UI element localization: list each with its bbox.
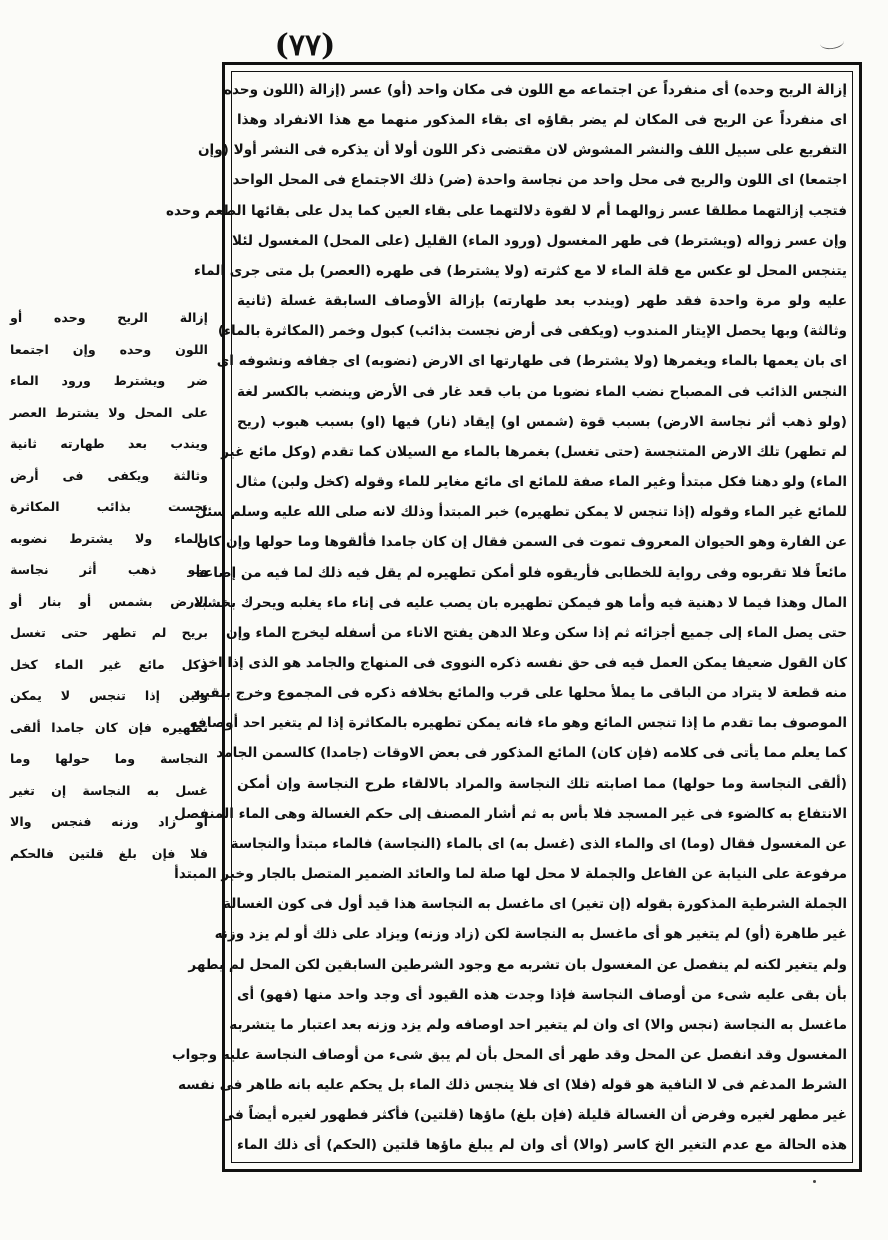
main-text-line: بأن بقى عليه شىء من أوصاف النجاسة فإذا وجدت هذه القيود أى وجد واحد منها (فهو) أى — [237, 986, 847, 1003]
main-text-line: كان القول ضعيفا يمكن العمل فيه فى حق نفسه ذكره النووى فى المنهاج والجامد هو الذى إذا اخذ — [200, 654, 847, 671]
main-text-line: النجس الذائب فى المصباح نضب الماء نضوبا من باب قعد غار فى الأرض وينضب بالكسر لغة — [237, 383, 847, 400]
main-text-line: الموصوف بما تقدم ما إذا تنجس المائع وهو ماء فانه يمكن تطهيره بالمكاثرة إذا لم يتغير احد أوصافه — [189, 715, 847, 732]
main-text-line: المال وهذا فيما لا دهنية فيه وأما هو فيمكن تطهيره بان يصب عليه فى إناء ماء يغلبه ويحرك بخشبة — [193, 594, 847, 611]
margin-text-line: النجاسة وما حولها وما — [10, 751, 208, 767]
main-text-line: (ولو ذهب أثر نجاسة الارض) بسبب قوة (شمس او) إيقاد (نار) فيها (او) بسبب هبوب (ريح — [237, 413, 847, 430]
main-text-line: للمائع غير الماء وقوله (إذا تنجس لا يمكن تطهيره) خبر المبتدأ وذلك لانه صلى الله عليه وسلم سئل — [194, 504, 847, 521]
margin-text-line: على المحل ولا يشترط العصر — [10, 404, 208, 420]
margin-text-line: ولبن إذا تنجس لا يمكن — [10, 688, 208, 704]
main-text-line: عليه ولو مرة واحدة فقد طهر (ويندب بعد طهارته) بإزالة الأوصاف السابقة غسلة (ثانية — [237, 293, 847, 310]
main-text-line: مرفوعة على النيابة عن الفاعل والجملة لا محل لها صلة لما والعائد الضمير المتصل بالجار وخبر المبتدأ — [174, 866, 847, 883]
margin-text-line: ولو ذهب أثر نجاسة — [10, 562, 208, 578]
main-text-line: الجملة الشرطية المذكورة بقوله (إن تغير) اى ماغسل به النجاسة هذا قيد أول فى كون الغسالة — [223, 896, 847, 913]
main-text-line: فتجب إزالتهما مطلقا عسر زوالهما أم لا لقوة دلالتهما على بقاء العين كما يدل على بقائها الطعم وحده — [166, 202, 847, 219]
page-number: (٧٧) — [274, 28, 336, 63]
main-text-line: الماء) ولو دهنا فكل مبتدأ وغير الماء صفة للمائع اى مائع مغاير للماء وقوله (كخل ولبن) مثال — [235, 474, 847, 491]
margin-text-line: تطهيره فإن كان جامدا ألقى — [10, 719, 208, 735]
main-text-line: وإن عسر زواله (ويشترط) فى طهر المغسول (ورود الماء) القليل (على المحل) المغسول لئلا — [232, 232, 847, 249]
main-text-block — [166, 77, 847, 1159]
main-text-frame — [166, 62, 862, 1172]
main-text-line: كما يعلم مما يأتى فى كلامه (فإن كان) المائع المذكور فى بعض الاوقات (جامدا) كالسمن الجامد — [216, 745, 847, 762]
main-text-line: اى منفرداً عن الريح فى المكان لم يضر بقاؤه اى بقاء المذكور منهما مع هذا الانفراد وهذا — [237, 112, 847, 129]
main-text-line: منه قطعة لا يتراد من الباقى ما يملأ محلها على قرب والمائع بخلافه ذكره فى المجموع وخرج بتقييد — [191, 685, 847, 702]
main-text-line: هذه الحالة مع عدم التغير الخ كاسر (والا) أى وان لم يبلغ ماؤها قلتين (الحكم) أى ذلك الماء — [237, 1137, 847, 1154]
main-text-line: الشرط المدغم فى لا النافية هو قوله (فلا) اى فلا ينجس ذلك الماء بل يحكم عليه بانه طاهر فى نفسه — [178, 1077, 847, 1094]
main-text-line: إزالة الريح وحده) أى منفرداً عن اجتماعه مع اللون فى مكان واحد (أو) عسر (إزالة (اللون وحده — [223, 82, 847, 98]
margin-text-line: إزالة الريح وحده أو — [10, 310, 208, 325]
main-text-line: حتى يصل الماء إلى جميع أجزائه ثم إذا سكن وعلا الدهن يفتح الاناء من أسفله ليخرج الماء وإن — [226, 624, 847, 641]
margin-text-line: الارض بشمس أو بنار أو — [10, 593, 208, 609]
main-text-line: المغسول وقد انفصل عن المحل وقد طهر أى المحل بأن لم يبق شىء من أوصاف النجاسة عليه وجواب — [171, 1047, 847, 1063]
main-text-line: اجتمعا) اى اللون والريح فى محل واحد من نجاسة واحدة (ضر) ذلك الاجتماع فى المحل الواحد — [232, 172, 847, 189]
margin-text-line: اللون وحده وإن اجتمعا — [10, 341, 208, 357]
main-text-line: اى بان يعمها بالماء ويغمرها (ولا يشترط) فى طهارتها اى الارض (نضوبه) اى جفافه ونشوفه اى — [216, 353, 847, 370]
main-text-line: يتنجس المحل لو عكس مع قلة الماء لا مع كثرته (ولا يشترط) فى طهره (العصر) بل متى جرى الماء — [194, 262, 847, 279]
margin-text-line: وثالثة ويكفى فى أرض — [10, 467, 208, 483]
main-text-line: عن الفارة وهو الحيوان المعروف تموت فى السمن فقال إن كان جامدا فألقوها وما حولها وإن كان — [196, 534, 847, 551]
margin-text-line: أو زاد وزنه فنجس والا — [10, 814, 208, 830]
main-text-line: عن المغسول فقال (وما) اى والماء الذى (غسل به) اى بالماء (النجاسة) فالماء مبتدأ والنجاسة — [230, 835, 847, 852]
margin-text-line: بالماء ولا يشترط نضوبه — [10, 530, 208, 546]
main-text-line: ماغسل به النجاسة (نجس والا) اى وان لم يتغير احد اوصافه ولم يزد وزنه بعد اعتبار ما يتشربه — [229, 1016, 847, 1033]
main-text-line: ولم يتغير لكنه لم ينفصل عن المغسول بان تشربه مع وجود الشرطين السابقين لكن المحل لم يطهر — [188, 956, 847, 973]
main-text-line: لم تطهر) تلك الارض المتنجسة (حتى تغسل) بغمرها بالماء مع السيلان كما تقدم (وكل مائع غير — [221, 443, 847, 460]
margin-text-line: غسل به النجاسة إن تغير — [10, 782, 208, 798]
main-text-line: غير مطهر لغيره وفرض أن الغسالة قليلة (فإن بلغ) ماؤها (قلتين) فأكثر فطهور لغيره أيضاً فى — [221, 1107, 847, 1124]
margin-commentary — [10, 306, 208, 866]
main-text-line: التفريع على سبيل اللف والنشر المشوش لان مقتضى ذكر اللون أولا أن يذكره فى النشر أولا (وإن — [197, 142, 847, 159]
main-text-line: (ألقى النجاسة وما حولها) مما اصابته تلك النجاسة والمراد بالالقاء طرح النجاسة وإن أمكن — [237, 775, 847, 792]
margin-text-line: ويندب بعد طهارته ثانية — [10, 436, 208, 452]
main-text-line: مائعاً فلا تقربوه وفى رواية للخطابى فأريقوه فلو أمكن تطهيره لم يقل فيه ذلك لما فيه من إضاعة — [195, 564, 847, 581]
corner-pen-mark — [819, 34, 845, 50]
main-text-line: الانتفاع به كالضوء فى غير المسجد فلا بأس به ثم أشار المصنف إلى حكم الغسالة وهى الماء المنفصل — [174, 805, 847, 822]
margin-text-line: فلا فإن بلغ قلتين فالحكم — [10, 845, 208, 861]
ink-dot — [813, 1180, 816, 1183]
main-text-line: وثالثة) وبها يحصل الإيتار المندوب (ويكفى فى أرض نجست بذائب) كبول وخمر (المكاثرة بالماء) — [217, 323, 847, 340]
main-text-line: غير طاهرة (أو) لم يتغير هو أى ماغسل به النجاسة لكن (زاد وزنه) ويزاد على ذلك أو لم يزد وزنه — [214, 926, 847, 943]
margin-text-line: ضر ويشترط ورود الماء — [10, 373, 208, 389]
margin-text-line: وكل مائع غير الماء كخل — [10, 656, 208, 672]
margin-text-line: بريح لم تطهر حتى تغسل — [10, 625, 208, 641]
margin-text-line: نجست بذائب المكاثرة — [10, 499, 208, 515]
